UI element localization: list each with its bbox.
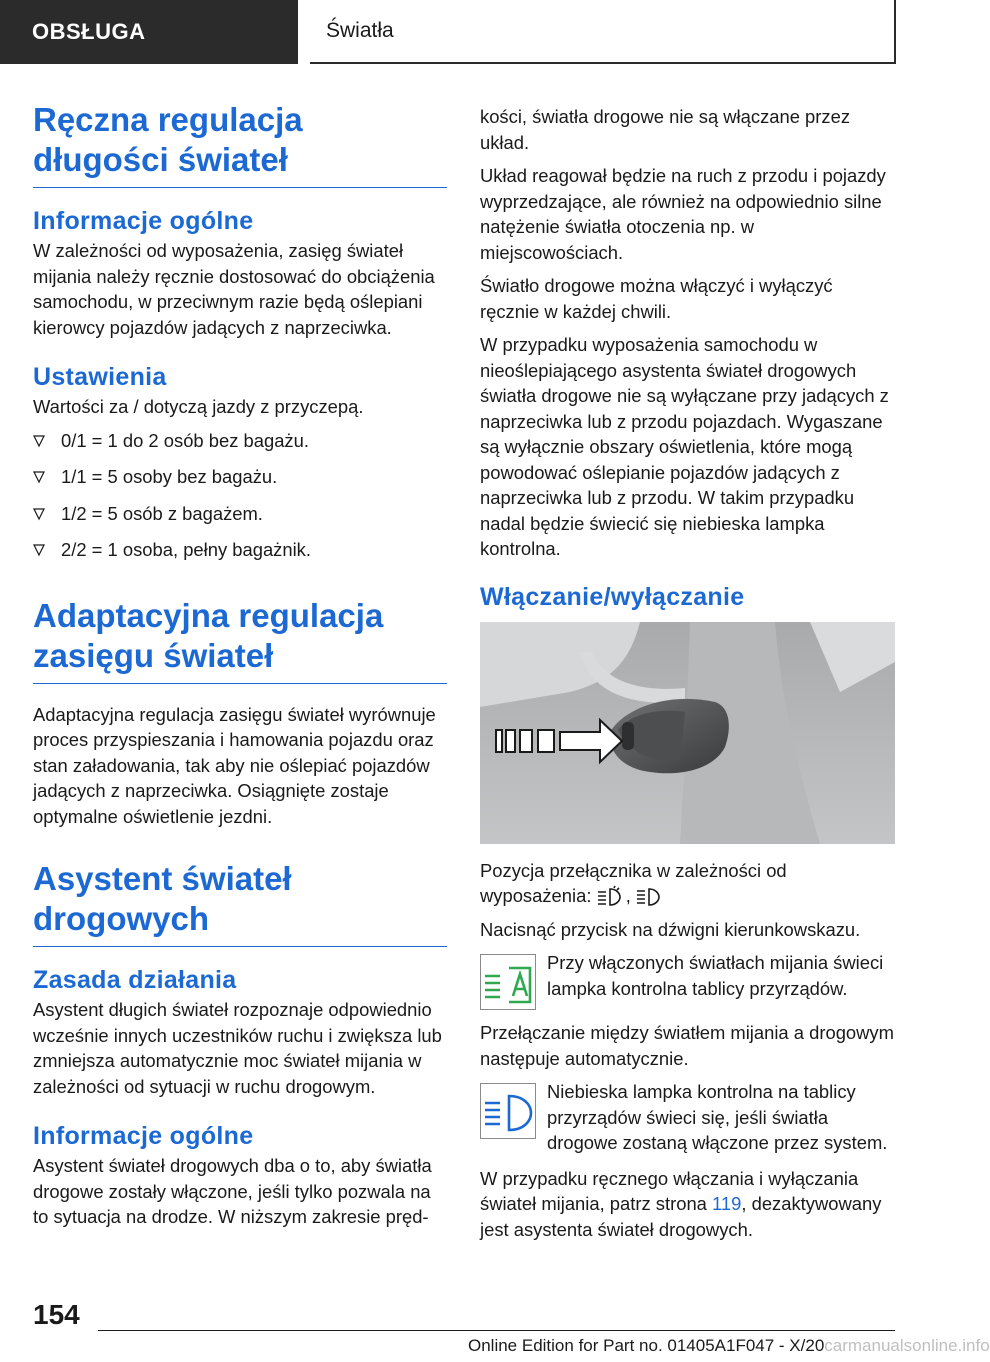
auto-switch-text: Przełączanie między światłem mijania a drogowym następuje automatycznie. <box>480 1022 894 1069</box>
press-button-text: Nacisnąć przycisk na dźwigni kierunkowskazu. <box>480 918 861 940</box>
page-link[interactable]: 119 <box>712 1193 742 1214</box>
principle-text: Asystent długich świateł rozpoznaje odpowiednio wcześnie innych uczestników ruchu i zwiększa lub zmniejsza automatycznie moc świateł mijania w zależności od sytuacji w ruchu drogowym. <box>33 999 442 1097</box>
assist-general-text: Asystent świateł drogowych dba o to, aby światła drogowe zostały włączone, jeśli tylko pozwala na to sytuacja na drodze. W niższym zakresie pręd- <box>33 1155 432 1227</box>
heading-on-off: Włączanie/wyłączanie <box>480 582 745 611</box>
heading-assist-general: Informacje ogólne <box>33 1122 254 1150</box>
chapter-tab <box>310 0 896 64</box>
high-beam-indicator-icon <box>480 1083 536 1139</box>
section-title: OBSŁUGA <box>32 19 146 44</box>
footer-edition: Online Edition for Part no. 01405A1F047 - X/20carmanualsonline.info <box>468 1336 990 1355</box>
list-item: 0/1 = 1 do 2 osób bez bagażu. <box>33 428 447 454</box>
blue-note-text: Niebieska lampka kontrolna na tablicy przyrządów świeci się, jeśli światła drogowe zostaną włączone przez system. <box>547 1081 888 1153</box>
high-beam-icon <box>636 886 660 908</box>
green-indicator-note <box>480 950 895 1010</box>
manual-switch-text: Światło drogowe można włączyć i wyłączyć ręcznie w każdej chwili. <box>480 275 833 322</box>
manual-off-text: W przypadku ręcznego włączania i wyłączania świateł mijania, patrz strona 119, dezaktywowany jest asystenta świateł drogowych. <box>480 1167 882 1240</box>
green-note-text: Przy włączonych światłach mijania świeci lampka kontrolna tablicy przyrządów. <box>547 952 884 999</box>
settings-intro: Wartości za / dotyczą jazdy z przyczepą. <box>33 396 364 417</box>
manual-general-text: W zależności od wyposażenia, zasięg świateł mijania należy ręcznie dostosować do obciążenia samochodu, w przeciwnym razie będą oślepiani kierowcy pojazdów jadących z naprzeciwka. <box>33 240 435 338</box>
list-item: 1/1 = 5 osoby bez bagażu. <box>33 464 447 490</box>
heading-settings: Ustawienia <box>33 363 167 391</box>
heading-manual-general: Informacje ogólne <box>33 207 254 235</box>
triangle-bullet-icon <box>33 544 45 556</box>
section-tab <box>0 0 298 64</box>
continued-text: kości, światła drogowe nie są włączane przez układ. <box>480 106 851 153</box>
triangle-bullet-icon <box>33 435 45 447</box>
antiglare-text: W przypadku wyposażenia samochodu w nieoślepiającego asystenta świateł drogowych światła drogowe nie są wyłączane przy jadących z naprzeciwka lub z przodu pojazdach. Wygaszane są wyłącznie obszary oświetlenia, które mogą powodować oślepianie pojazdów jadących z naprzeciwka lub z przodu. W takim przypadku nadal będzie świecić się niebieska lampka kontrolna. <box>480 334 889 559</box>
page-number: 154 <box>33 1299 80 1330</box>
heading-manual-range: Ręczna regulacja długości świateł <box>33 100 447 188</box>
heading-adaptive-range: Adaptacyjna regulacja zasięgu świateł <box>33 596 447 684</box>
list-item: 1/2 = 5 osób z bagażem. <box>33 501 447 527</box>
triangle-bullet-icon <box>33 471 45 483</box>
low-beam-indicator-icon <box>480 954 536 1010</box>
heading-principle: Zasada działania <box>33 966 237 994</box>
watermark: carmanualsonline.info <box>824 1336 990 1355</box>
auto-high-beam-icon <box>597 886 621 908</box>
right-column <box>480 104 895 1250</box>
heading-high-beam-assistant: Asystent świateł drogowych <box>33 859 447 947</box>
settings-list <box>33 428 447 563</box>
adaptive-text: Adaptacyjna regulacja zasięgu świateł wyrównuje proces przyspieszania i hamowania pojazdu oraz stan załadowania, tak aby nie oślepiać pojazdów jadących z naprzeciwka. Osiągnięte zostaje optymalne oświetlenie jezdni. <box>33 703 436 827</box>
triangle-bullet-icon <box>33 508 45 520</box>
list-item: 2/2 = 1 osoba, pełny bagażnik. <box>33 537 447 563</box>
turn-signal-lever-photo <box>480 622 895 844</box>
left-column <box>33 100 447 1238</box>
chapter-title: Światła <box>326 19 394 42</box>
position-text: Pozycja przełącznika w zależności od wyposażenia: , <box>480 858 895 909</box>
reaction-text: Układ reagował będzie na ruch z przodu i pojazdy wyprzedzające, ale również na odpowiednio silne natężenie światła otoczenia np. w miejscowościach. <box>480 165 886 263</box>
footer-divider <box>98 1330 895 1331</box>
blue-indicator-note <box>480 1079 895 1156</box>
